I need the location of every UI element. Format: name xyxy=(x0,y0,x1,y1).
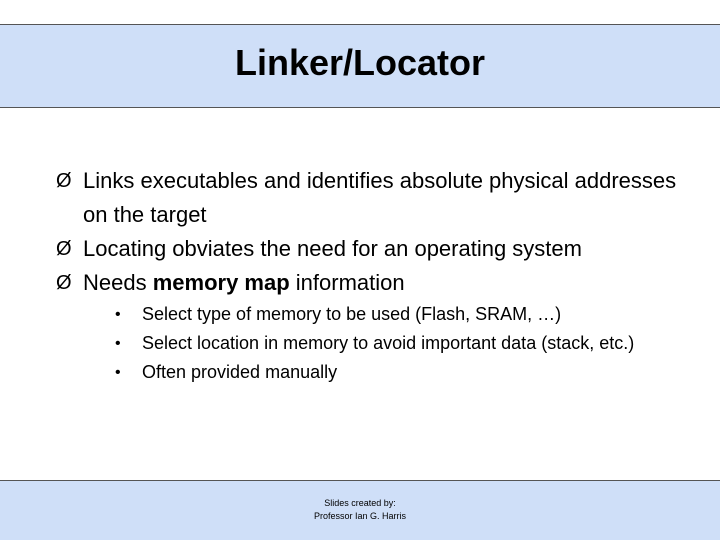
bullet-text-before: Needs xyxy=(83,270,153,295)
footer-band xyxy=(0,480,720,540)
sub-bullet-text: Select type of memory to be used (Flash, SRAM, …) xyxy=(142,304,562,324)
arrow-bullet-icon: Ø xyxy=(56,170,72,192)
bullet-text-after: information xyxy=(289,270,405,295)
bullet-item xyxy=(58,266,698,300)
sub-bullet-item xyxy=(115,300,655,329)
arrow-bullet-icon: Ø xyxy=(56,238,72,260)
arrow-bullet-icon: Ø xyxy=(56,272,72,294)
sub-bullet-item xyxy=(115,329,655,358)
sub-bullet-text: Often provided manually xyxy=(142,362,338,382)
bullet-item xyxy=(58,232,698,266)
bullet-emphasis: memory map xyxy=(152,270,290,295)
dot-bullet-icon: • xyxy=(115,335,121,352)
dot-bullet-icon: • xyxy=(115,306,121,323)
sub-bullet-item xyxy=(115,358,655,387)
bullet-item xyxy=(58,164,698,232)
title-band xyxy=(0,24,720,108)
sub-bullet-list xyxy=(115,300,655,387)
footer-credit xyxy=(0,497,720,523)
credit-line-2: Professor Ian G. Harris xyxy=(313,511,407,521)
dot-bullet-icon: • xyxy=(115,364,121,381)
main-bullet-list xyxy=(58,164,698,300)
slide-title: Linker/Locator xyxy=(234,42,486,83)
sub-bullet-text: Select location in memory to avoid important data (stack, etc.) xyxy=(142,333,635,353)
bullet-text: Locating obviates the need for an operating system xyxy=(83,236,582,261)
bullet-text: Links executables and identifies absolute physical addresses on the target xyxy=(83,168,677,227)
credit-line-1: Slides created by: xyxy=(324,498,396,508)
